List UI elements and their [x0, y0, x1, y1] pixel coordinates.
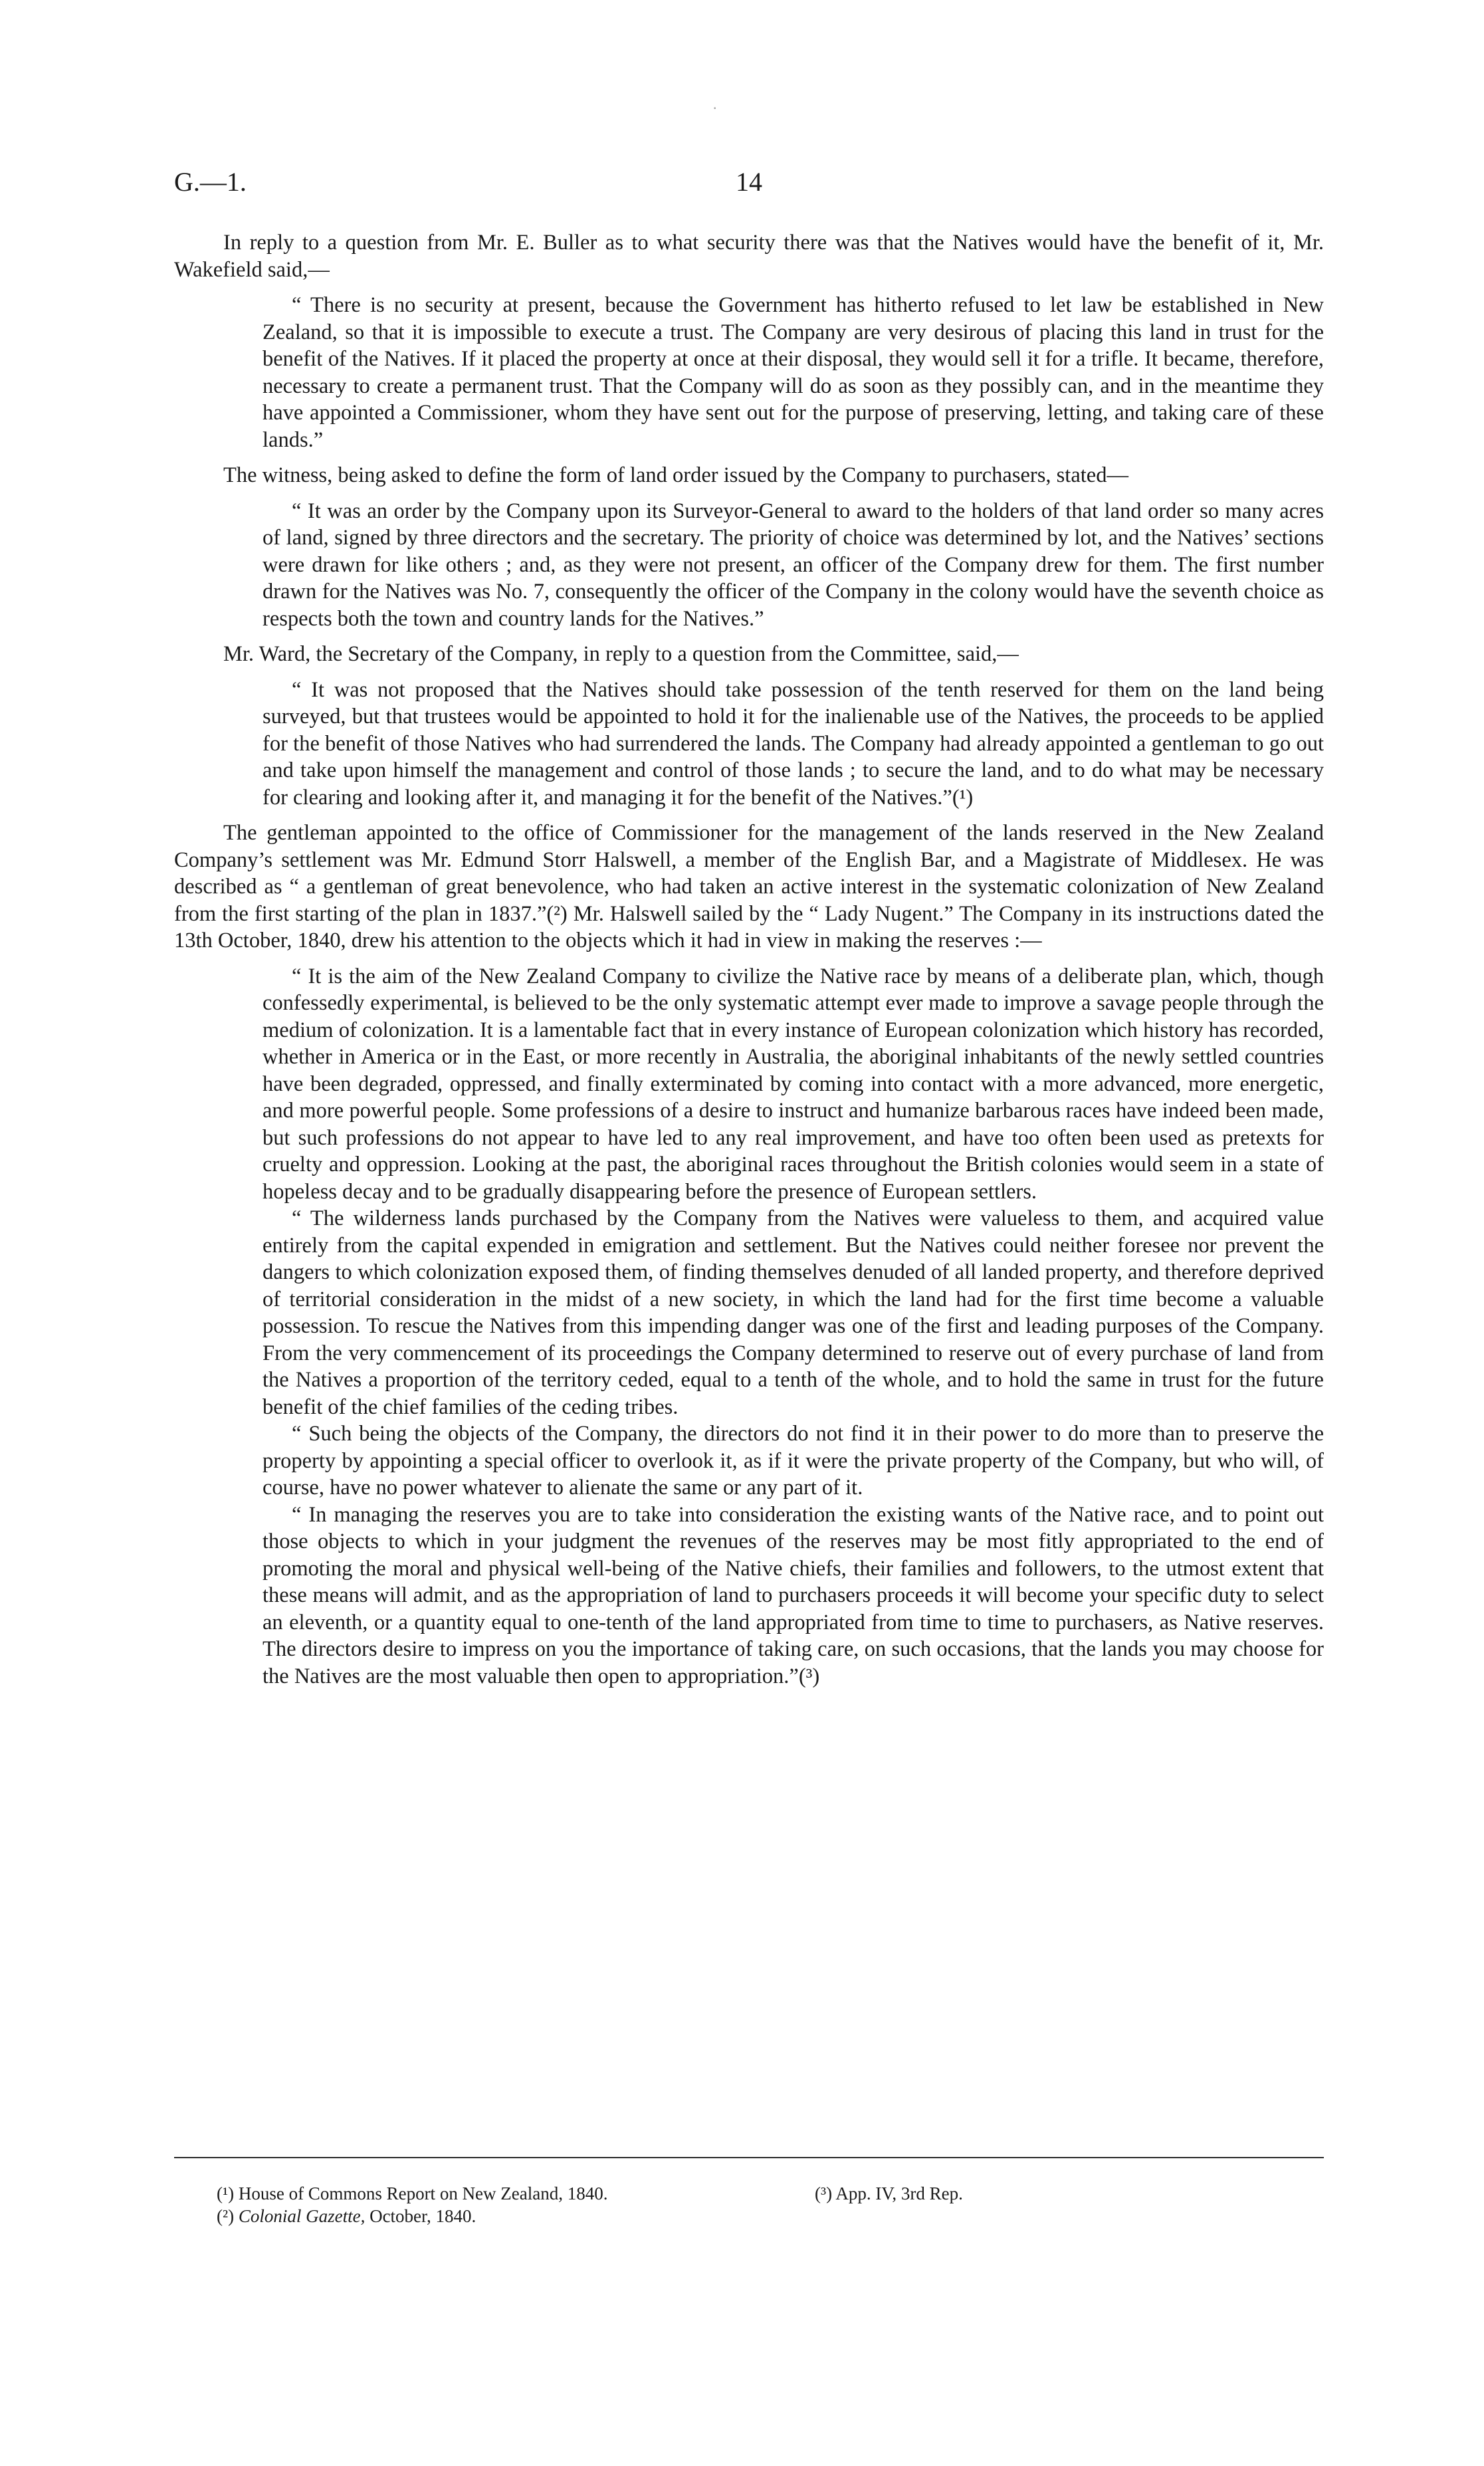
footnote-list [174, 2182, 1324, 2227]
footnote-source: Colonial Gazette, [238, 2206, 366, 2226]
quote-paragraph: “ It was an order by the Company upon its Surveyor-General to award to the holders of that land order so many acres of land, signed by three directors and the secretary. The priority of choice was determined by lot, and the Natives’ sections were drawn for like others ; and, as they were not present, an officer of the Company drew for them. The first number drawn for the Natives was No. 7, consequently the officer of the Company in the colony would have the seventh choice as respects both the town and country lands for the Natives.” [263, 499, 1324, 631]
footnote-marker: (³) [815, 2184, 833, 2203]
footnote-2 [217, 2205, 815, 2227]
quote-land-order [263, 498, 1324, 633]
footnote-1 [217, 2182, 815, 2205]
quote-paragraph: “ It is the aim of the New Zealand Company to civilize the Native race by means of a deliberate plan, which, though confessedly experimental, is believed to be the only systematic attempt ever made to improve a savage people through the medium of colonization. It is a lamentable fact that in every instance of European colonization which history has recorded, whether in America or in the East, or more recently in Australia, the aboriginal inhabitants of the newly settled countries have been degraded, oppressed, and finally exterminated by coming into contact with a more advanced, more energetic, and more powerful people. Some professions of a desire to instruct and humanize barbarous races have indeed been made, but such professions do not appear to have led to any real improvement, and have too often been used as pretexts for cruelty and oppression. Looking at the past, the aboriginal races throughout the British colonies would seem in a state of hopeless decay and to be gradually disappearing before the presence of European settlers. [263, 964, 1324, 1204]
page-number: 14 [736, 167, 762, 197]
paragraph-ward: Mr. Ward, the Secretary of the Company, in reply to a question from the Committee, said,— [223, 642, 1019, 666]
quote-paragraph: “ In managing the reserves you are to take into consideration the existing wants of the Native race, and to point out those objects to which in your judgment the revenues of the reserves may be most fitly appropriated to the end of promoting the moral and physical well-being of the Native chiefs, their families and followers, to the utmost extent that these means will admit, and as the appropriation of land to purchasers proceeds it will become your specific duty to select an eleventh, or a quantity equal to one-tenth of the land appropriated from time to time to purchasers, as Native reserves. The directors desire to impress on you the importance of taking care, on such occasions, that the lands you may choose for the Natives are the most valuable then open to appropriation.”(³) [263, 1502, 1324, 1688]
paragraph-land-order-question: The witness, being asked to define the form of land order issued by the Company to purchasers, stated— [223, 463, 1128, 487]
quote-company-instructions [263, 963, 1324, 1690]
quote-paragraph: “ It was not proposed that the Natives should take possession of the tenth reserved for them on the land being surveyed, but that trustees would be appointed to hold it for the inalienable use of the Natives, the proceeds to be applied for the benefit of those Natives who had surrendered the lands. The Company had already appointed a gentleman to go out and take upon himself the management and control of those lands ; to secure the land, and to do what may be necessary for clearing and looking after it, and managing it for the benefit of the Natives.”(¹) [263, 677, 1324, 810]
quote-paragraph: “ The wilderness lands purchased by the Company from the Natives were valueless to them, and acquired value entirely from the capital expended in emigration and settlement. But the Natives could neither foresee nor prevent the dangers to which colonization exposed them, of finding themselves denuded of all landed property, and therefore deprived of territorial consideration in the midst of a new society, in which the land had for the first time become a valuable possession. To rescue the Natives from this impending danger was one of the first and leading purposes of the Company. From the very commencement of its proceedings the Company determined to reserve out of every purchase of land from the Natives a proportion of the territory ceded, equal to a tenth of the whole, and to hold the same in trust for the future benefit of the chief families of the ceding tribes. [263, 1206, 1324, 1419]
quote-paragraph: “ Such being the objects of the Company, the directors do not find it in their power to do more than to preserve the property by appointing a special officer to overlook it, as if it were the private property of the Company, but who will, of course, have no power whatever to alienate the same or any part of it. [263, 1422, 1324, 1500]
paragraph-buller-question: In reply to a question from Mr. E. Buller as to what security there was that the Natives would have the benefit of it, Mr. Wakefield said,— [174, 231, 1324, 282]
quote-paragraph: “ There is no security at present, because the Government has hitherto refused to let law be established in New Zealand, so that it is impossible to execute a trust. The Company are very desirous of placing this land in trust for the benefit of the Natives. If it placed the property at once at their disposal, they would sell it for a trifle. It became, therefore, necessary to create a permanent trust. That the Company will do as soon as they possibly can, and in the meantime they have appointed a Commissioner, whom they have sent out for the purpose of preserving, letting, and taking care of these lands.” [263, 293, 1324, 452]
body-text [174, 229, 1324, 1698]
series-code: G.—1. [174, 167, 247, 197]
footnote-marker: (²) [217, 2206, 235, 2226]
scan-speck: · [712, 100, 718, 116]
footnote-text: House of Commons Report on New Zealand, 1840. [238, 2184, 608, 2203]
footnotes [174, 2157, 1324, 2227]
footnote-marker: (¹) [217, 2184, 235, 2203]
page-header [174, 166, 1324, 206]
quote-ward [263, 677, 1324, 812]
footnote-3 [815, 2182, 1324, 2205]
paragraph-halswell: The gentleman appointed to the office of Commissioner for the management of the lands reserved in the New Zealand Company’s settlement was Mr. Edmund Storr Halswell, a member of the English Bar, and a Magistrate of Middlesex. He was described as “ a gentleman of great benevolence, who had taken an active interest in the systematic colonization of New Zealand from the first starting of the plan in 1837.”(²) Mr. Halswell sailed by the “ Lady Nugent.” The Company in its instructions dated the 13th October, 1840, drew his attention to the objects which it had in view in making the reserves :— [174, 821, 1324, 953]
footnote-date: October, 1840. [370, 2206, 477, 2226]
quote-wakefield [263, 292, 1324, 453]
footnote-divider [174, 2157, 1324, 2158]
footnote-text: App. IV, 3rd Rep. [835, 2184, 963, 2203]
